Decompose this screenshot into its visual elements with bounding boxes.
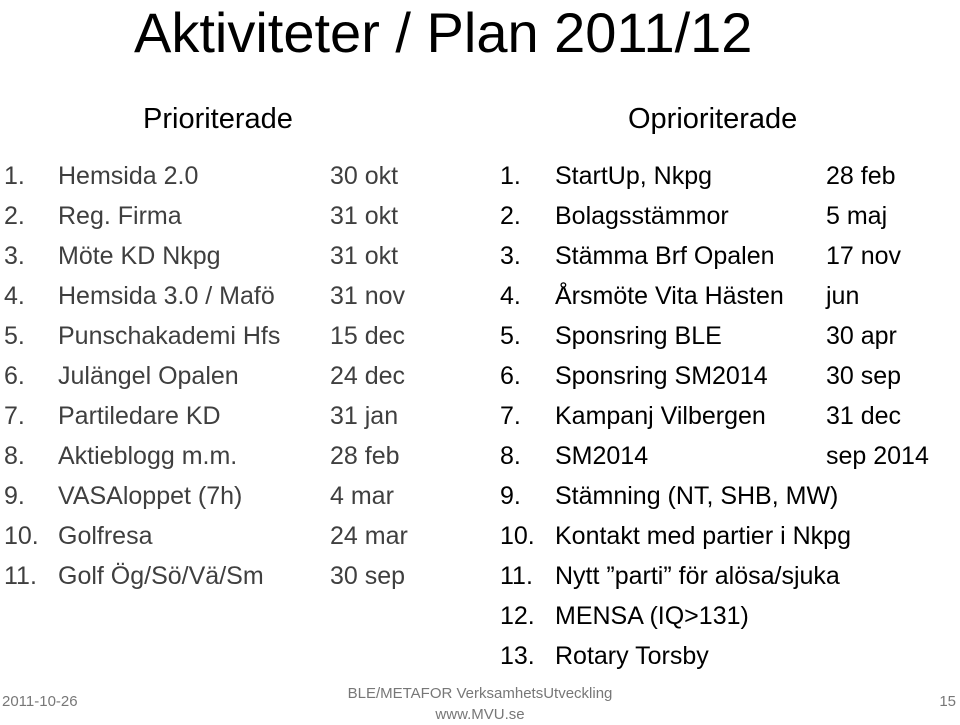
item-number: 8. (4, 442, 25, 470)
footer-date: 2011-10-26 (2, 693, 78, 710)
item-date: 24 dec (330, 362, 406, 390)
item-name: Stämma Brf Opalen (555, 242, 775, 270)
item-number: 3. (500, 242, 521, 270)
slide-title: Aktiviteter / Plan 2011/12 (134, 1, 753, 64)
oprioriterade-item (0, 516, 960, 556)
item-name: VASAloppet (7h) (58, 482, 243, 510)
item-number: 9. (4, 482, 25, 510)
item-date: 31 nov (330, 282, 406, 310)
footer-website: www.MVU.se (435, 706, 525, 723)
oprioriterade-heading: Oprioriterade (628, 103, 798, 135)
oprioriterade-item (0, 556, 960, 596)
item-number: 7. (4, 402, 25, 430)
item-name: Golfresa (58, 522, 153, 550)
item-name: Aktieblogg m.m. (58, 442, 238, 470)
item-number: 9. (500, 482, 521, 510)
item-date: 30 apr (826, 322, 897, 350)
item-name: StartUp, Nkpg (555, 162, 713, 190)
item-name: Kontakt med partier i Nkpg (555, 522, 851, 550)
item-name: Kampanj Vilbergen (555, 402, 766, 430)
item-number: 7. (500, 402, 521, 430)
footer-org-name: BLE/METAFOR VerksamhetsUtveckling (347, 685, 613, 702)
page-number: 15 (939, 693, 956, 710)
item-name: SM2014 (555, 442, 649, 470)
item-name: Reg. Firma (58, 202, 182, 230)
item-date: sep 2014 (826, 442, 929, 470)
item-number: 11. (4, 562, 37, 590)
item-date: 15 dec (330, 322, 406, 350)
item-date: jun (826, 282, 860, 310)
item-number: 5. (500, 322, 521, 350)
item-name: Möte KD Nkpg (58, 242, 221, 270)
item-date: 31 jan (330, 402, 399, 430)
item-name: Hemsida 2.0 (58, 162, 199, 190)
item-number: 6. (4, 362, 25, 390)
item-number: 6. (500, 362, 521, 390)
item-number: 2. (4, 202, 25, 230)
item-date: 5 maj (826, 202, 888, 230)
item-date: 30 okt (330, 162, 399, 190)
oprioriterade-item (0, 276, 960, 316)
item-number: 3. (4, 242, 25, 270)
item-number: 13. (500, 642, 535, 670)
oprioriterade-item (0, 636, 960, 676)
item-number: 8. (500, 442, 521, 470)
oprioriterade-item (0, 156, 960, 196)
footer-organization (320, 683, 640, 725)
oprioriterade-item (0, 396, 960, 436)
item-name: Partiledare KD (58, 402, 221, 430)
item-number: 4. (4, 282, 25, 310)
oprioriterade-item (0, 436, 960, 476)
item-name: Sponsring BLE (555, 322, 722, 350)
item-date: 17 nov (826, 242, 902, 270)
item-number: 1. (4, 162, 25, 190)
item-date: 31 dec (826, 402, 902, 430)
item-date: 31 okt (330, 242, 399, 270)
item-name: MENSA (IQ>131) (555, 602, 749, 630)
item-date: 24 mar (330, 522, 408, 550)
oprioriterade-item (0, 236, 960, 276)
item-number: 4. (500, 282, 521, 310)
item-name: Golf Ög/Sö/Vä/Sm (58, 562, 264, 590)
item-name: Sponsring SM2014 (555, 362, 768, 390)
item-date: 30 sep (330, 562, 406, 590)
oprioriterade-item (0, 196, 960, 236)
item-date: 31 okt (330, 202, 399, 230)
item-name: Hemsida 3.0 / Mafö (58, 282, 275, 310)
oprioriterade-item (0, 356, 960, 396)
item-date: 4 mar (330, 482, 394, 510)
item-name: Julängel Opalen (58, 362, 239, 390)
item-name: Rotary Torsby (555, 642, 709, 670)
item-number: 2. (500, 202, 521, 230)
item-name: Nytt ”parti” för alösa/sjuka (555, 562, 840, 590)
item-number: 10. (4, 522, 39, 550)
prioriterade-heading: Prioriterade (143, 103, 293, 135)
item-date: 28 feb (330, 442, 400, 470)
item-number: 11. (500, 562, 533, 590)
item-number: 5. (4, 322, 25, 350)
oprioriterade-item (0, 316, 960, 356)
item-name: Stämning (NT, SHB, MW) (555, 482, 839, 510)
oprioriterade-item (0, 476, 960, 516)
item-number: 10. (500, 522, 535, 550)
item-date: 28 feb (826, 162, 896, 190)
item-date: 30 sep (826, 362, 902, 390)
item-name: Punschakademi Hfs (58, 322, 281, 350)
item-number: 12. (500, 602, 535, 630)
item-name: Årsmöte Vita Hästen (555, 282, 784, 310)
oprioriterade-item (0, 596, 960, 636)
item-number: 1. (500, 162, 521, 190)
item-name: Bolagsstämmor (555, 202, 729, 230)
